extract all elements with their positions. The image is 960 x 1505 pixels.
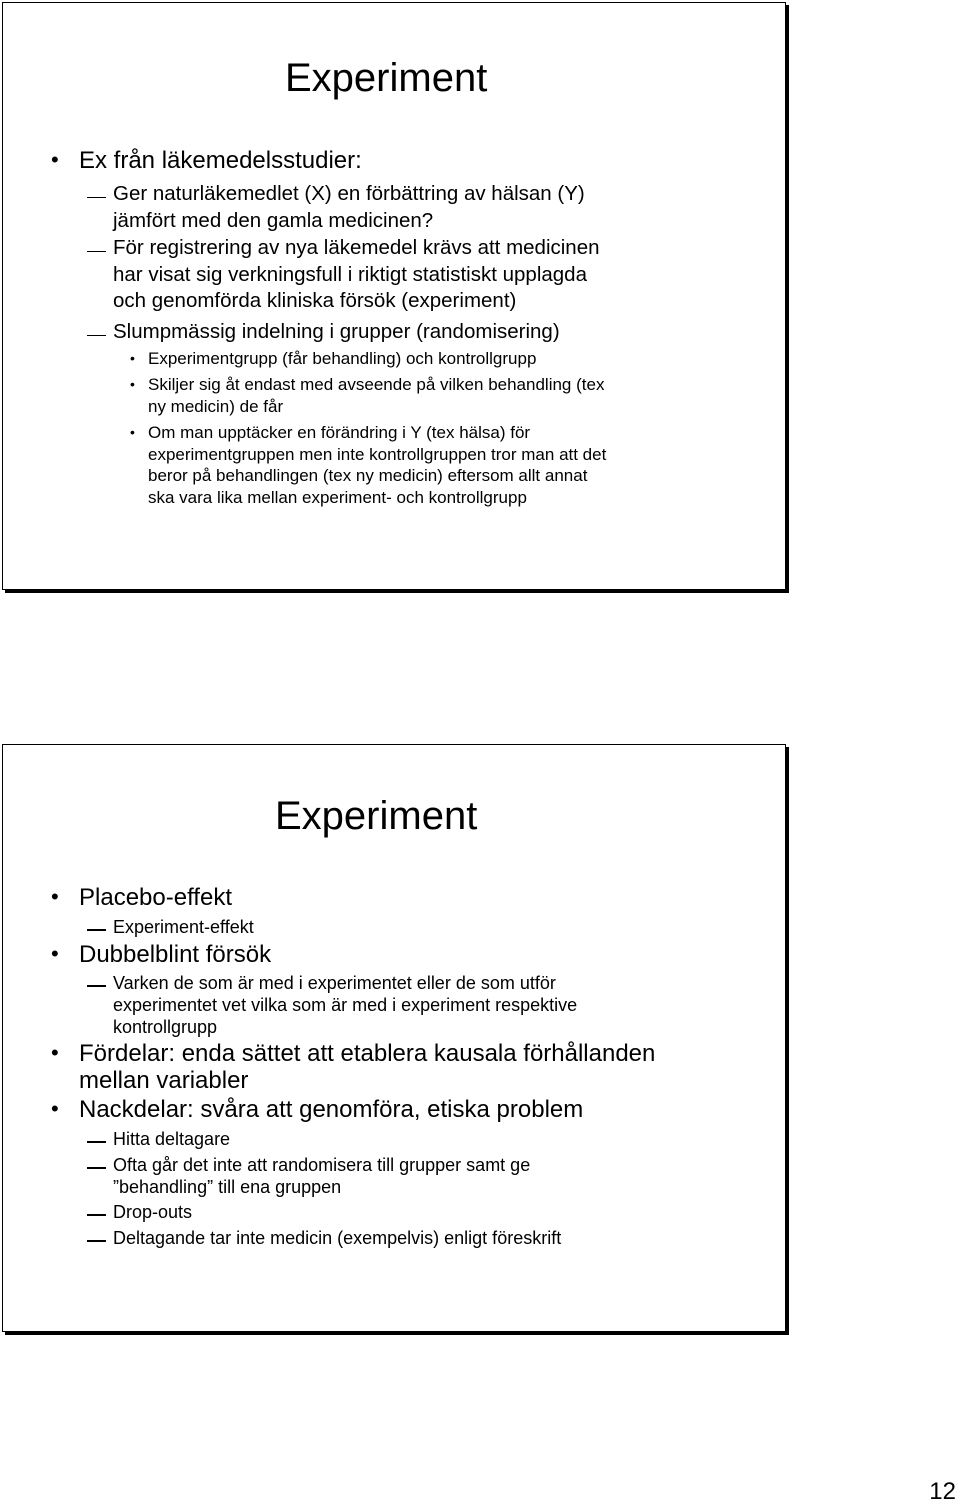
list-item-level-2: Hitta deltagare xyxy=(113,1129,231,1149)
list-item-level-2: kontrollgrupp xyxy=(113,1017,218,1037)
bullet-icon: • xyxy=(130,376,135,392)
list-item-level-2: har visat sig verkningsfull i riktigt statistiskt upplagda xyxy=(113,262,587,286)
list-item-level-1: Dubbelblint försök xyxy=(79,941,272,968)
list-item-level-1: Placebo-effekt xyxy=(79,884,232,911)
slide-title: Experiment xyxy=(285,56,488,100)
bullet-icon: • xyxy=(51,884,59,909)
dash-icon xyxy=(87,929,106,931)
bullet-icon: • xyxy=(51,1096,59,1121)
list-item-level-1: Ex från läkemedelsstudier: xyxy=(79,147,362,174)
slide-title: Experiment xyxy=(275,794,478,838)
list-item-level-3: ny medicin) de får xyxy=(148,396,284,416)
list-item-level-3: Om man upptäcker en förändring i Y (tex hälsa) för xyxy=(148,423,531,442)
list-item-level-3: Skiljer sig åt endast med avseende på vilken behandling (tex xyxy=(148,375,605,394)
list-item-level-2: Deltagande tar inte medicin (exempelvis) enligt föreskrift xyxy=(113,1228,562,1248)
bullet-icon: • xyxy=(130,424,135,440)
list-item-level-1: Fördelar: enda sättet att etablera kausala förhållanden xyxy=(79,1040,656,1067)
list-item-level-1: Nackdelar: svåra att genomföra, etiska problem xyxy=(79,1096,584,1123)
list-item-level-2: För registrering av nya läkemedel krävs att medicinen xyxy=(113,236,600,259)
bullet-icon: • xyxy=(51,1040,59,1065)
bullet-icon: • xyxy=(51,147,59,172)
list-item-level-2: Ofta går det inte att randomisera till grupper samt ge xyxy=(113,1155,531,1175)
list-item-level-2: Slumpmässig indelning i grupper (randomisering) xyxy=(113,320,560,343)
bullet-icon: • xyxy=(130,350,135,366)
page-number: 12 xyxy=(929,1478,956,1505)
list-item-level-2: Drop-outs xyxy=(113,1202,193,1222)
slide-1 xyxy=(2,2,786,590)
dash-icon xyxy=(87,1240,106,1242)
list-item-level-2: Varken de som är med i experimentet eller de som utför xyxy=(113,973,556,993)
list-item-level-2: Ger naturläkemedlet (X) en förbättring av hälsan (Y) xyxy=(113,182,585,205)
bullet-icon: • xyxy=(51,941,59,966)
dash-icon xyxy=(87,985,106,987)
list-item-level-2: jämfört med den gamla medicinen? xyxy=(113,208,434,232)
list-item-level-2: ”behandling” till ena gruppen xyxy=(113,1177,342,1197)
dash-icon xyxy=(87,335,106,337)
dash-icon xyxy=(87,197,106,199)
dash-icon xyxy=(87,1141,106,1143)
dash-icon xyxy=(87,1167,106,1169)
list-item-level-3: experimentgruppen men inte kontrollgruppen tror man att det xyxy=(148,444,607,464)
dash-icon xyxy=(87,1214,106,1216)
list-item-level-3: Experimentgrupp (får behandling) och kontrollgrupp xyxy=(148,349,537,368)
list-item-level-1: mellan variabler xyxy=(79,1067,249,1094)
list-item-level-2: experimentet vet vilka som är med i experiment respektive xyxy=(113,995,578,1015)
dash-icon xyxy=(87,251,106,253)
list-item-level-2: Experiment-effekt xyxy=(113,917,254,937)
list-item-level-3: beror på behandlingen (tex ny medicin) eftersom allt annat xyxy=(148,466,588,485)
list-item-level-3: ska vara lika mellan experiment- och kontrollgrupp xyxy=(148,487,527,507)
list-item-level-2: och genomförda kliniska försök (experiment) xyxy=(113,289,517,312)
slide-2 xyxy=(2,744,786,1332)
